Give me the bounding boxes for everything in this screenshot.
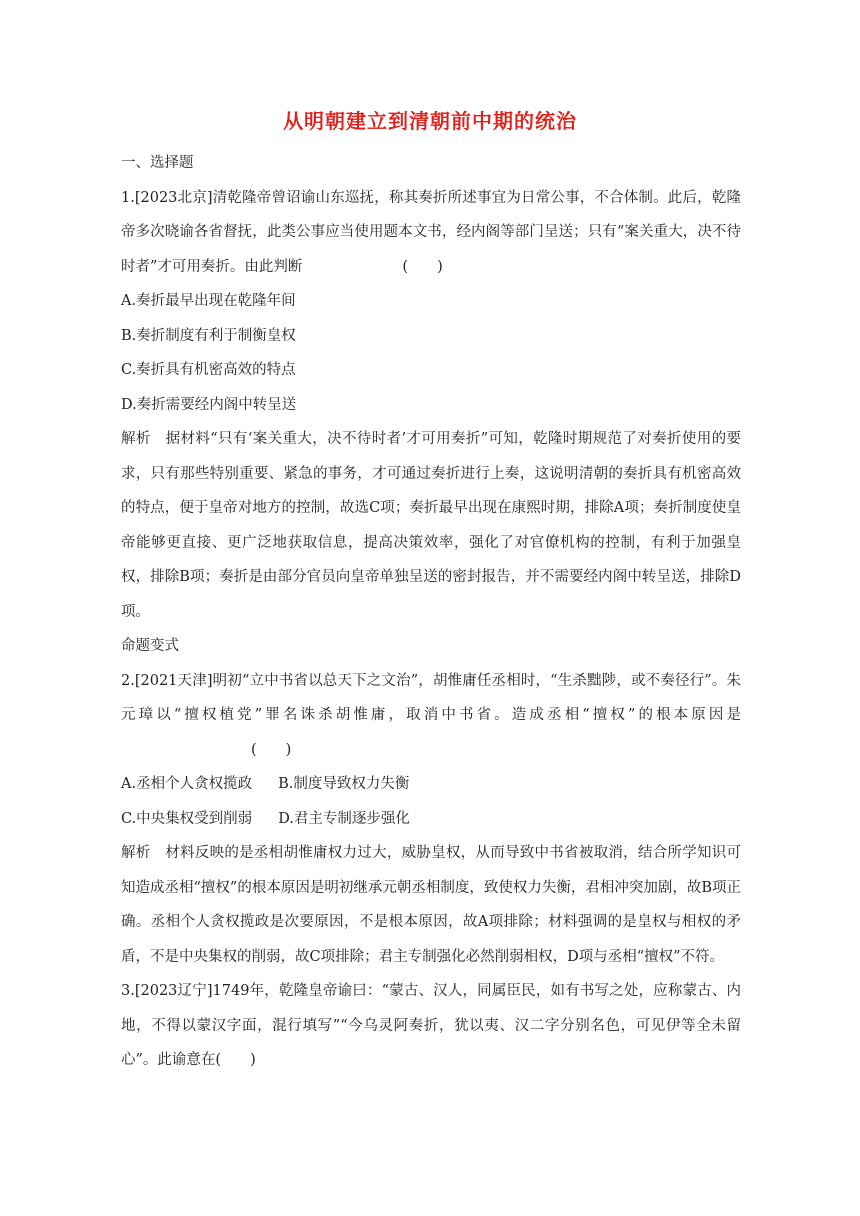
page-title: 从明朝建立到清朝前中期的统治 (283, 109, 577, 133)
answer-bracket: ( ) (402, 258, 443, 275)
answer-bracket: ( ) (215, 1052, 256, 1068)
question-1-analysis: 解析 据材料“只有‘案关重大，决不待时者’才可用奏折”可知，乾隆时期规范了对奏折使用的要求，只有那些特别重要、紧急的事务，才可通过奏折进行上奏，这说明清朝的奏折具有机密高效的特点，便于皇帝对地方的控制，故选C项；奏折最早出现在康熙时期，排除A项；奏折制度使皇帝能够更直接、更广泛地获取信息，提高决策效率，强化了对官僚机构的控制，有利于加强皇权，排除B项；奏折是由部分官员向皇帝单独呈送的密封报告，并不需要经内阁中转呈送，排除D项。 (121, 431, 741, 620)
answer-bracket: ( ) (251, 741, 292, 758)
question-1-option-c: C.奏折具有机密高效的特点 (121, 362, 296, 378)
question-2-analysis: 解析 材料反映的是丞相胡惟庸权力过大，威胁皇权，从而导致中书省被取消，结合所学知识可知造成丞相“擅权”的根本原因是明初继承元朝丞相制度，致使权力失衡，君相冲突加剧，故B项正确。丞相个人贪权揽政是次要原因，不是根本原因，故A项排除；材料强调的是皇权与相权的矛盾，不是中央集权的削弱，故C项排除；君主专制强化必然削弱相权，D项与丞相“擅权”不符。 (121, 845, 741, 965)
question-2-option-b: B.制度导致权力失衡 (278, 776, 410, 792)
document-body (121, 146, 741, 1078)
question-2-option-a: A.丞相个人贪权揽政 (121, 776, 253, 792)
question-2-options-row-2 (121, 802, 741, 837)
section-heading: 一、选择题 (121, 155, 194, 171)
question-2-stem: 2.[2021天津]明初“立中书省以总天下之文治”，胡惟庸任丞相时，“生杀黜陟，或不奏径行”。朱元璋以“擅权植党”罪名诛杀胡惟庸，取消中书省。造成丞相“擅权”的根本原因是( ) (121, 672, 741, 758)
question-2-options-row-1 (121, 767, 741, 802)
question-1-option-d: D.奏折需要经内阁中转呈送 (121, 396, 297, 413)
question-3-stem: 3.[2023辽宁]1749年，乾隆皇帝谕曰：“蒙古、汉人，同属臣民，如有书写之处，应称蒙古、内地，不得以蒙汉字面，混行填写”“今乌灵阿奏折，犹以夷、汉二字分别名色，可见伊等全未留心”。此谕意在( ) (121, 983, 741, 1068)
question-1-option-a: A.奏折最早出现在乾隆年间 (121, 293, 296, 309)
question-1-stem: 1.[2023北京]清乾隆帝曾诏谕山东巡抚，称其奏折所述事宜为日常公事，不合体制。此后，乾隆帝多次晓谕各省督抚，此类公事应当使用题本文书，经内阁等部门呈送；只有“案关重大，决不待时者”才可用奏折。由此判断 ( ) (121, 189, 741, 275)
question-2-option-d: D.君主专制逐步强化 (278, 810, 410, 827)
question-1-option-b: B.奏折制度有利于制衡皇权 (121, 327, 296, 344)
question-2-option-c: C.中央集权受到削弱 (121, 810, 253, 827)
variant-heading: 命题变式 (121, 638, 179, 654)
